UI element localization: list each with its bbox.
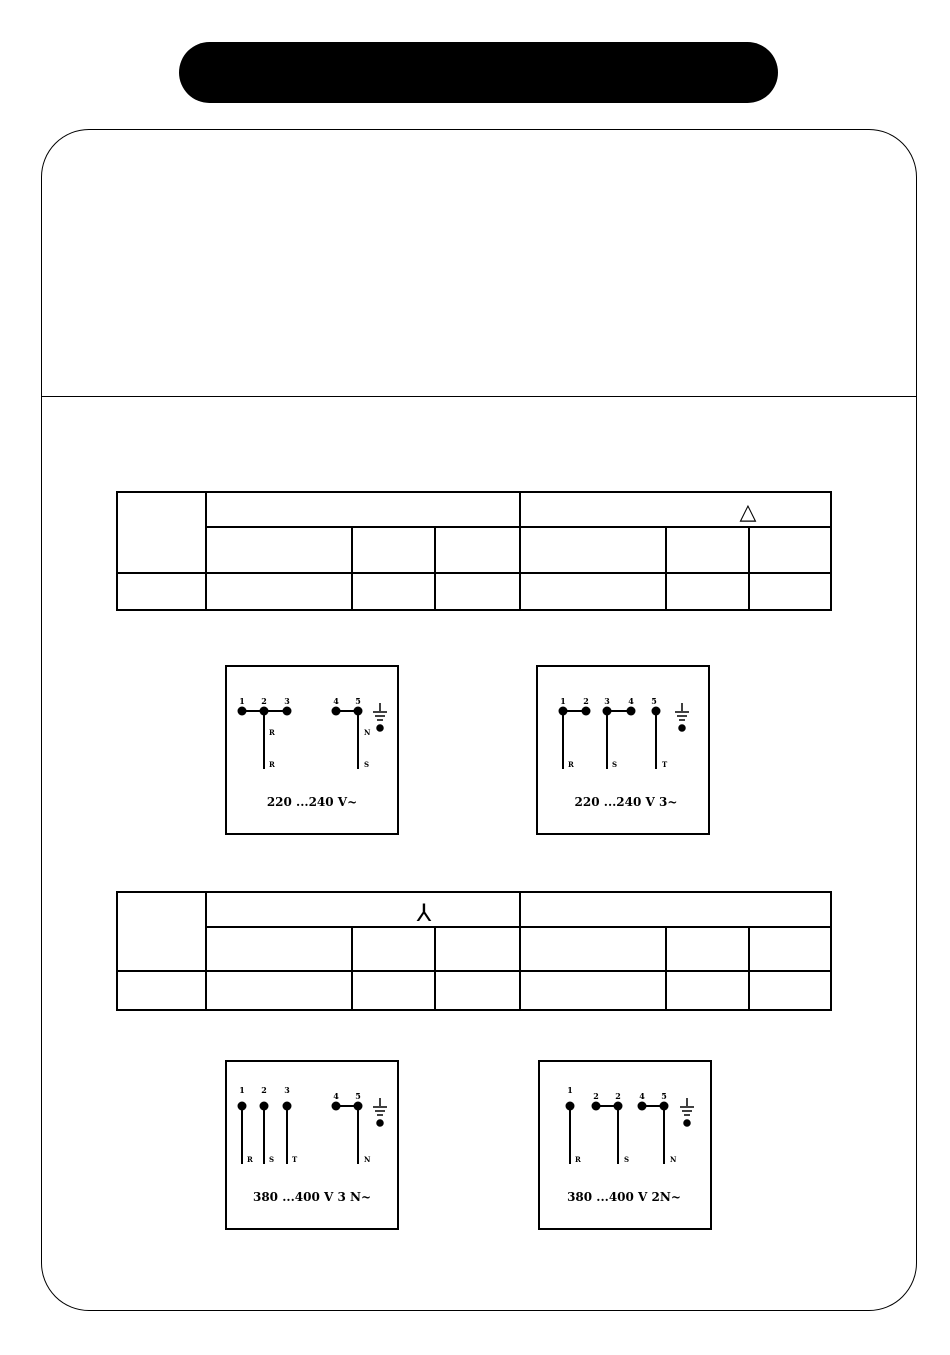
terminal-label: 1 xyxy=(239,1085,245,1095)
terminal-label: 2 xyxy=(593,1091,599,1101)
terminal-label: 4 xyxy=(333,1091,339,1101)
terminal-label: 5 xyxy=(651,696,657,706)
wire-label: S xyxy=(269,1155,275,1164)
connection-table-bottom xyxy=(116,891,832,1011)
wire-label: R xyxy=(269,760,275,769)
panel-divider xyxy=(41,396,917,397)
wire-label: R xyxy=(247,1155,253,1164)
wire-label: R xyxy=(575,1155,581,1164)
content-panel xyxy=(41,129,917,1311)
wire-label: T xyxy=(292,1155,298,1164)
wire-label: R xyxy=(269,728,275,737)
wire-label: S xyxy=(364,760,370,769)
wire-label: N xyxy=(670,1155,677,1164)
terminal-label: 3 xyxy=(284,1085,290,1095)
terminal-label: 4 xyxy=(639,1091,645,1101)
ground-icon xyxy=(373,1098,387,1126)
terminal-label: 2 xyxy=(261,1085,267,1095)
terminal-label: 2 xyxy=(261,696,267,706)
terminal-label: 2 xyxy=(583,696,589,706)
wiring-diagram-three-phase-delta xyxy=(536,665,710,835)
terminal-label: 5 xyxy=(661,1091,667,1101)
delta-symbol: △ xyxy=(739,500,757,525)
terminal-label: 3 xyxy=(284,696,290,706)
wire-label: N xyxy=(364,728,371,737)
terminal-label: 4 xyxy=(333,696,339,706)
voltage-label: 220 ...240 V~ xyxy=(266,795,358,809)
wire-label: N xyxy=(364,1155,371,1164)
ground-icon xyxy=(680,1098,694,1126)
terminal-label: 3 xyxy=(604,696,610,706)
wire-label: S xyxy=(612,760,618,769)
connection-table-top xyxy=(116,491,832,611)
ground-icon xyxy=(373,703,387,731)
voltage-label: 220 ...240 V 3~ xyxy=(574,795,678,809)
terminal-label: 1 xyxy=(567,1085,573,1095)
terminal-label: 4 xyxy=(628,696,634,706)
terminal-label: 2 xyxy=(615,1091,621,1101)
wiring-diagram-three-phase-star xyxy=(225,1060,399,1230)
star-symbol: ⅄ xyxy=(416,899,432,927)
terminal-label: 1 xyxy=(239,696,245,706)
terminal-label: 5 xyxy=(355,1091,361,1101)
terminal-label: 1 xyxy=(560,696,566,706)
wire-label: T xyxy=(662,760,668,769)
voltage-label: 380 ...400 V 3 N~ xyxy=(252,1190,372,1204)
terminal-label: 5 xyxy=(355,696,361,706)
wiring-diagram-two-phase-neutral xyxy=(538,1060,712,1230)
wire-label: S xyxy=(624,1155,630,1164)
voltage-label: 380 ...400 V 2N~ xyxy=(567,1190,681,1204)
ground-icon xyxy=(675,703,689,731)
wire-label: R xyxy=(568,760,574,769)
wiring-diagram-single-phase xyxy=(225,665,399,835)
title-banner xyxy=(179,42,778,103)
